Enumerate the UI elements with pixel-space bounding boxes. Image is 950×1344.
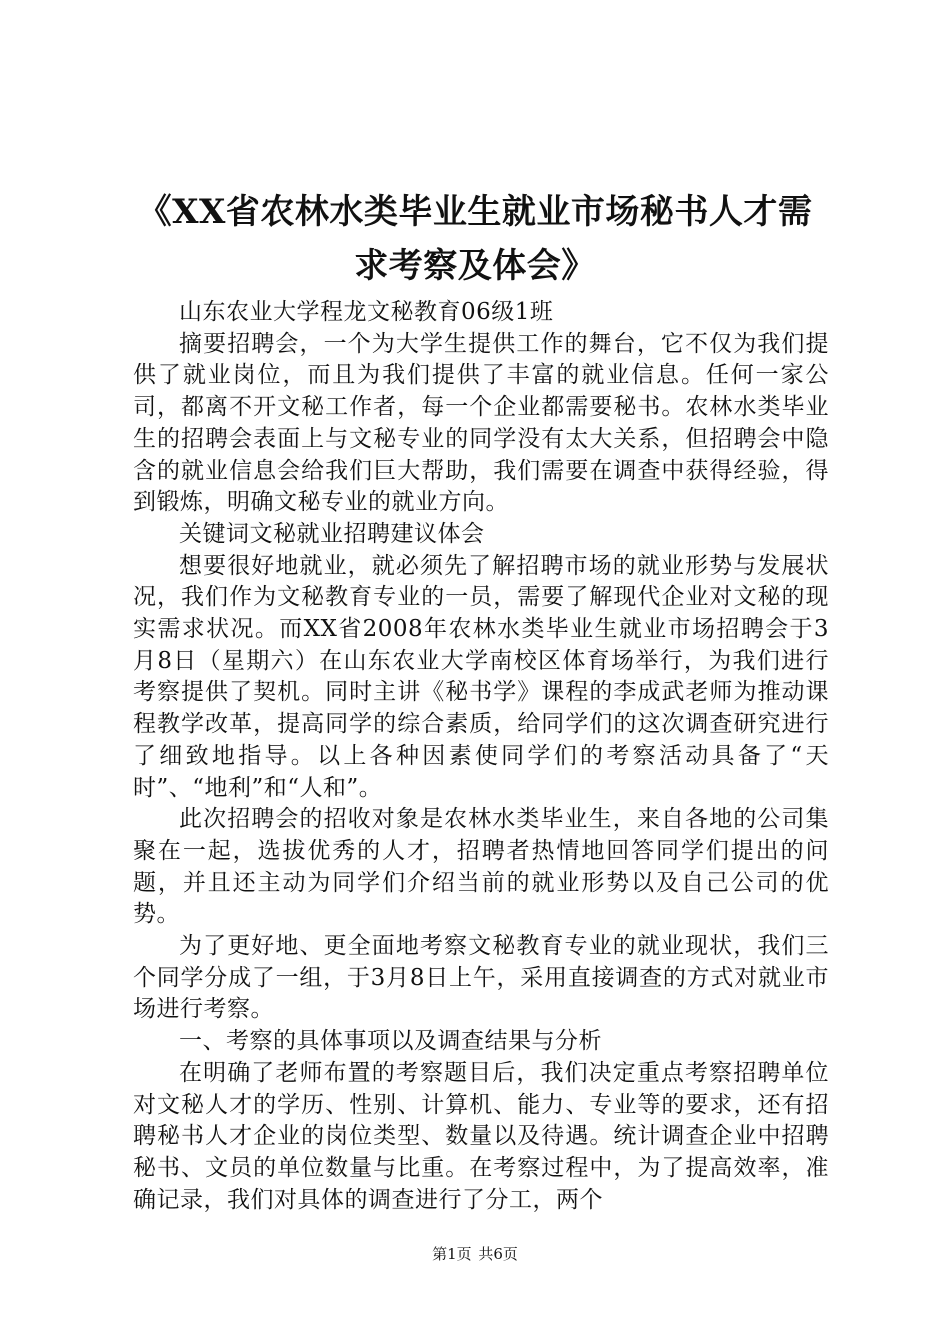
keywords-line: 关键词文秘就业招聘建议体会	[179, 520, 485, 547]
body-paragraph: 为了更好地、更全面地考察文秘教育专业的就业现状，我们三个同学分成了一组，于3月8日上午，采用直接调查的方式对就业市场进行考察。	[133, 933, 829, 1023]
document-body	[133, 297, 829, 1216]
author-line: 山东农业大学程龙文秘教育06级1班	[179, 299, 554, 325]
page-number: 第1页	[432, 1245, 472, 1263]
page-total: 共6页	[478, 1245, 518, 1263]
document-title-line-1: 《XX省农林水类毕业生就业市场秘书人才需	[137, 192, 813, 232]
document-title-line-2: 求考察及体会》	[354, 246, 596, 286]
abstract-paragraph: 摘要招聘会，一个为大学生提供工作的舞台，它不仅为我们提供了就业岗位，而且为我们提供了丰富的就业信息。任何一家公司，都离不开文秘工作者，每一个企业都需要秘书。农林水类毕业生的招聘会表面上与文秘专业的同学没有太大关系，但招聘会中隐含的就业信息会给我们巨大帮助，我们需要在调查中获得经验，得到锻炼，明确文秘专业的就业方向。	[133, 330, 829, 516]
body-paragraph: 此次招聘会的招收对象是农林水类毕业生，来自各地的公司集聚在一起，选拔优秀的人才，招聘者热情地回答同学们提出的问题，并且还主动为同学们介绍当前的就业形势以及自己公司的优势。	[133, 806, 829, 928]
body-paragraph: 想要很好地就业，就必须先了解招聘市场的就业形势与发展状况，我们作为文秘教育专业的一员，需要了解现代企业对文秘的现实需求状况。而XX省2008年农林水类毕业生就业市场招聘会于3月8日（星期六）在山东农业大学南校区体育场举行，为我们进行考察提供了契机。同时主讲《秘书学》课程的李成武老师为推动课程教学改革，提高同学的综合素质，给同学们的这次调查研究进行了细致地指导。以上各种因素使同学们的考察活动具备了“天时”、“地利”和“人和”。	[133, 552, 829, 801]
body-paragraph: 在明确了老师布置的考察题目后，我们决定重点考察招聘单位对文秘人才的学历、性别、计算机、能力、专业等的要求，还有招聘秘书人才企业的岗位类型、数量以及待遇。统计调查企业中招聘秘书、文员的单位数量与比重。在考察过程中，为了提高效率，准确记录，我们对具体的调查进行了分工，两个	[133, 1059, 829, 1213]
page-footer	[0, 1244, 950, 1264]
section-heading: 一、考察的具体事项以及调查结果与分析	[179, 1028, 602, 1055]
